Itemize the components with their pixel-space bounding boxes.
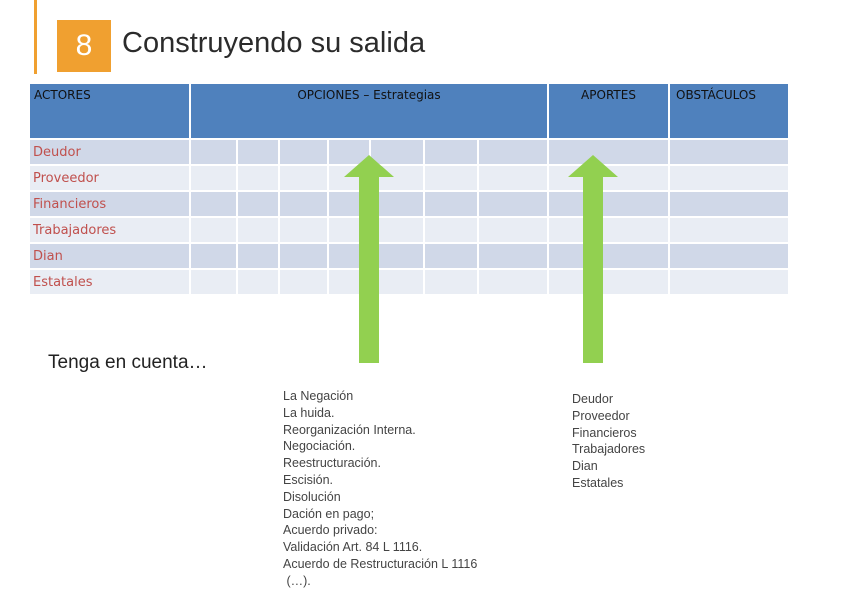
table-row bbox=[29, 165, 789, 191]
table-row bbox=[29, 243, 789, 269]
table-cell bbox=[279, 217, 328, 243]
table-cell bbox=[190, 217, 237, 243]
table-cell bbox=[279, 243, 328, 269]
table-cell bbox=[478, 165, 548, 191]
list-item: Reestructuración. bbox=[283, 456, 381, 471]
list-item: Reorganización Interna. bbox=[283, 422, 416, 437]
table-cell bbox=[669, 217, 789, 243]
table-row bbox=[29, 139, 789, 165]
table-cell bbox=[190, 243, 237, 269]
table-cell bbox=[237, 139, 279, 165]
list-item: Proveedor bbox=[572, 408, 630, 423]
aportes-list bbox=[572, 391, 645, 492]
options-list bbox=[283, 388, 477, 590]
list-item: Dación en pago; bbox=[283, 506, 375, 521]
table-cell bbox=[478, 217, 548, 243]
table-cell bbox=[424, 165, 478, 191]
list-item: Estatales bbox=[572, 475, 624, 490]
col-header-obstaculos: OBSTÁCULOS bbox=[669, 83, 789, 139]
table-cell bbox=[237, 191, 279, 217]
table-cell bbox=[424, 139, 478, 165]
list-item: Dian bbox=[572, 459, 598, 474]
table-cell bbox=[478, 243, 548, 269]
table-cell bbox=[424, 191, 478, 217]
table-cell bbox=[424, 269, 478, 295]
strategy-table bbox=[28, 82, 790, 296]
table-cell bbox=[478, 269, 548, 295]
col-header-opciones: OPCIONES – Estrategias bbox=[190, 83, 548, 139]
table-cell bbox=[669, 191, 789, 217]
list-item: Financieros bbox=[572, 425, 637, 440]
table-cell bbox=[279, 191, 328, 217]
table-cell bbox=[279, 139, 328, 165]
table-cell bbox=[237, 165, 279, 191]
list-item: Negociación. bbox=[283, 439, 356, 454]
table-cell bbox=[478, 139, 548, 165]
list-item: Acuerdo de Restructuración L 1116 bbox=[283, 556, 478, 571]
page-title: Construyendo su salida bbox=[122, 27, 426, 59]
list-item: Acuerdo privado: bbox=[283, 523, 378, 538]
col-header-actores: ACTORES bbox=[29, 83, 190, 139]
list-item: Deudor bbox=[572, 392, 613, 406]
table-cell bbox=[237, 243, 279, 269]
row-label: Dian bbox=[29, 243, 190, 269]
table-row bbox=[29, 269, 789, 295]
table-row bbox=[29, 191, 789, 217]
table-row bbox=[29, 217, 789, 243]
table-cell bbox=[669, 165, 789, 191]
table-cell bbox=[237, 217, 279, 243]
list-item: Escisión. bbox=[283, 472, 334, 487]
list-item: (…). bbox=[283, 573, 311, 588]
note-label: Tenga en cuenta… bbox=[48, 352, 208, 373]
row-label: Proveedor bbox=[29, 165, 190, 191]
table-cell bbox=[279, 269, 328, 295]
table-cell bbox=[190, 191, 237, 217]
up-arrow-icon bbox=[344, 155, 394, 365]
table-cell bbox=[190, 139, 237, 165]
row-label: Financieros bbox=[29, 191, 190, 217]
table-cell bbox=[424, 217, 478, 243]
table-cell bbox=[669, 269, 789, 295]
table-cell bbox=[237, 269, 279, 295]
list-item: La Negación bbox=[283, 389, 354, 403]
table-cell bbox=[669, 139, 789, 165]
up-arrow-icon bbox=[568, 155, 618, 365]
list-item: Disolución bbox=[283, 489, 341, 504]
row-label: Deudor bbox=[29, 139, 190, 165]
table-cell bbox=[190, 269, 237, 295]
table-cell bbox=[669, 243, 789, 269]
row-label: Trabajadores bbox=[29, 217, 190, 243]
table-cell bbox=[190, 165, 237, 191]
row-label: Estatales bbox=[29, 269, 190, 295]
list-item: Validación Art. 84 L 1116. bbox=[283, 540, 423, 555]
accent-bar bbox=[34, 0, 37, 74]
list-item: Trabajadores bbox=[572, 442, 646, 457]
table-cell bbox=[279, 165, 328, 191]
table-cell bbox=[478, 191, 548, 217]
col-header-aportes: APORTES bbox=[548, 83, 669, 139]
table-cell bbox=[424, 243, 478, 269]
list-item: La huida. bbox=[283, 405, 335, 420]
table-header-row bbox=[29, 83, 789, 139]
slide-number: 8 bbox=[57, 20, 111, 72]
